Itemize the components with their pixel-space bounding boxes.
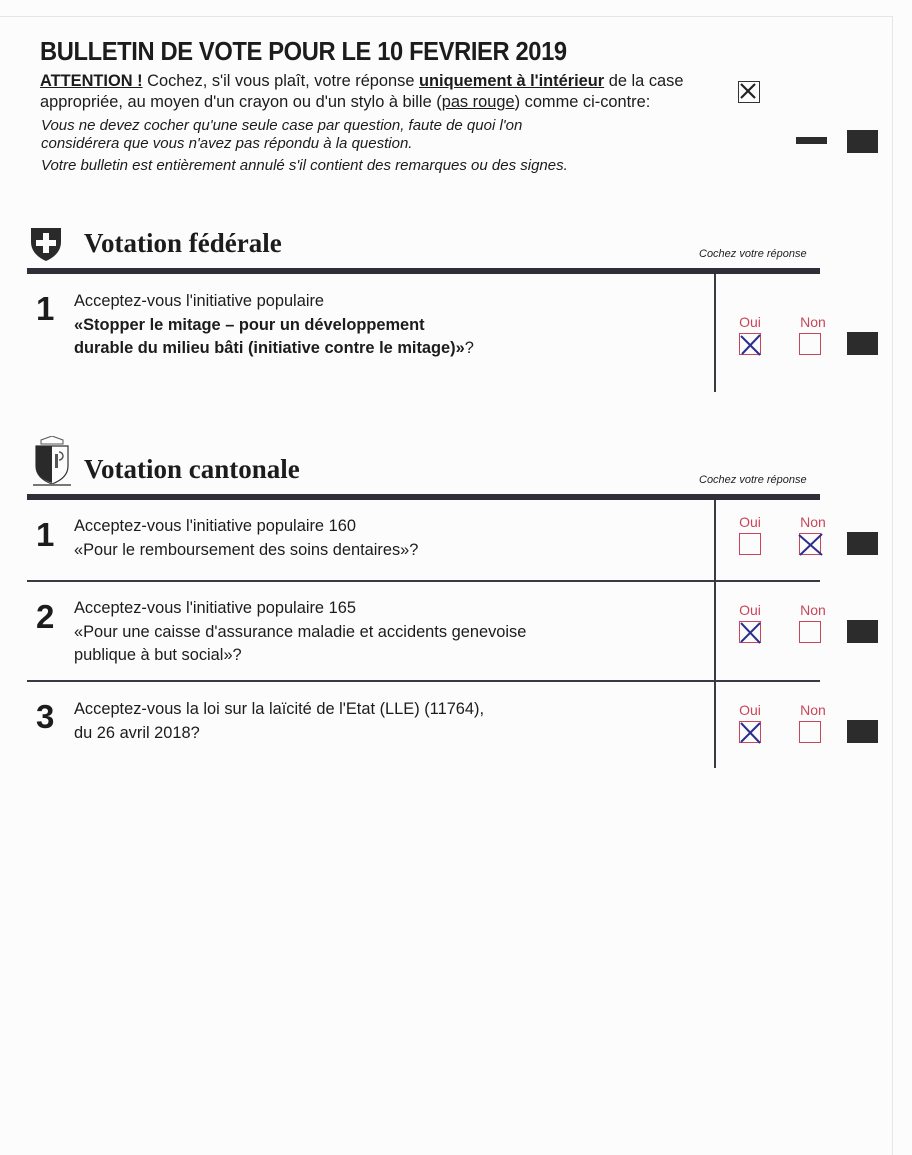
no-checkbox[interactable] [799, 721, 821, 743]
x-mark-icon [737, 80, 759, 102]
note-line-3: Votre bulletin est entièrement annulé s'il contient des remarques ou des signes. [41, 157, 568, 174]
cantonal-answer-column-line [714, 500, 716, 768]
timing-mark [847, 532, 878, 555]
timing-mark [847, 130, 878, 153]
question-text: Acceptez-vous la loi sur la laïcité de l'Etat (LLE) (11764), du 26 avril 2018? [74, 700, 485, 742]
yes-checkbox[interactable] [739, 533, 761, 555]
instruction-line-2: appropriée, au moyen d'un crayon ou d'un stylo à bille (pas rouge) comme ci-contre: [40, 93, 651, 111]
no-label: Non [800, 314, 826, 330]
federal-answer-column-line [714, 274, 716, 392]
federal-section-title: Votation fédérale [84, 228, 282, 258]
yes-label: Oui [739, 702, 761, 718]
question-text: Acceptez-vous l'initiative populaire 160 «Pour le remboursement des soins dentaires»? [74, 517, 419, 559]
question-text: Acceptez-vous l'initiative populaire 165 «Pour une caisse d'assurance maladie et accidents genevoise publique à but social»? [74, 599, 527, 664]
sheet-edge [0, 16, 893, 1155]
x-mark-icon [738, 720, 764, 746]
note-line-1: Vous ne devez cocher qu'une seule case par question, faute de quoi l'on [41, 117, 523, 134]
no-label: Non [800, 602, 826, 618]
no-label: Non [800, 702, 826, 718]
question-separator [27, 680, 820, 682]
geneva-coat-of-arms-icon [33, 436, 71, 491]
question-number: 3 [36, 698, 55, 735]
cantonal-section-title: Votation cantonale [84, 454, 300, 484]
no-checkbox[interactable] [799, 333, 821, 355]
question-number: 1 [36, 290, 55, 327]
question-number: 1 [36, 516, 55, 553]
no-checkbox-checked[interactable] [799, 533, 821, 555]
swiss-cross-shield-icon [29, 226, 63, 267]
instruction-emphasis-not-red: pas rouge [441, 93, 515, 111]
cantonal-hint: Cochez votre réponse [699, 474, 807, 486]
timing-mark [847, 332, 878, 355]
yes-label: Oui [739, 602, 761, 618]
federal-divider [27, 268, 820, 274]
yes-label: Oui [739, 514, 761, 530]
x-mark-icon [798, 532, 824, 558]
cantonal-divider [27, 494, 820, 500]
attention-label: ATTENTION ! [40, 72, 143, 90]
example-checkbox [738, 81, 760, 103]
x-mark-icon [738, 332, 764, 358]
note-line-2: considérera que vous n'avez pas répondu à la question. [41, 135, 413, 152]
no-label: Non [800, 514, 826, 530]
question-text: Acceptez-vous l'initiative populaire «Stopper le mitage – pour un développement durable du milieu bâti (initiative contre le mitage)»? [74, 292, 474, 357]
yes-checkbox-checked[interactable] [739, 721, 761, 743]
question-separator [27, 580, 820, 582]
timing-mark [847, 720, 878, 743]
no-checkbox[interactable] [799, 621, 821, 643]
instruction-emphasis-inside: uniquement à l'intérieur [419, 72, 605, 90]
federal-hint: Cochez votre réponse [699, 248, 807, 260]
yes-label: Oui [739, 314, 761, 330]
ballot-title: BULLETIN DE VOTE POUR LE 10 FEVRIER 2019 [40, 38, 567, 66]
yes-checkbox-checked[interactable] [739, 333, 761, 355]
timing-mark-dash [796, 137, 827, 144]
question-number: 2 [36, 598, 55, 635]
instruction-line-1: ATTENTION ! Cochez, s'il vous plaît, votre réponse uniquement à l'intérieur de la case [40, 72, 684, 90]
yes-checkbox-checked[interactable] [739, 621, 761, 643]
x-mark-icon [738, 620, 764, 646]
timing-mark [847, 620, 878, 643]
